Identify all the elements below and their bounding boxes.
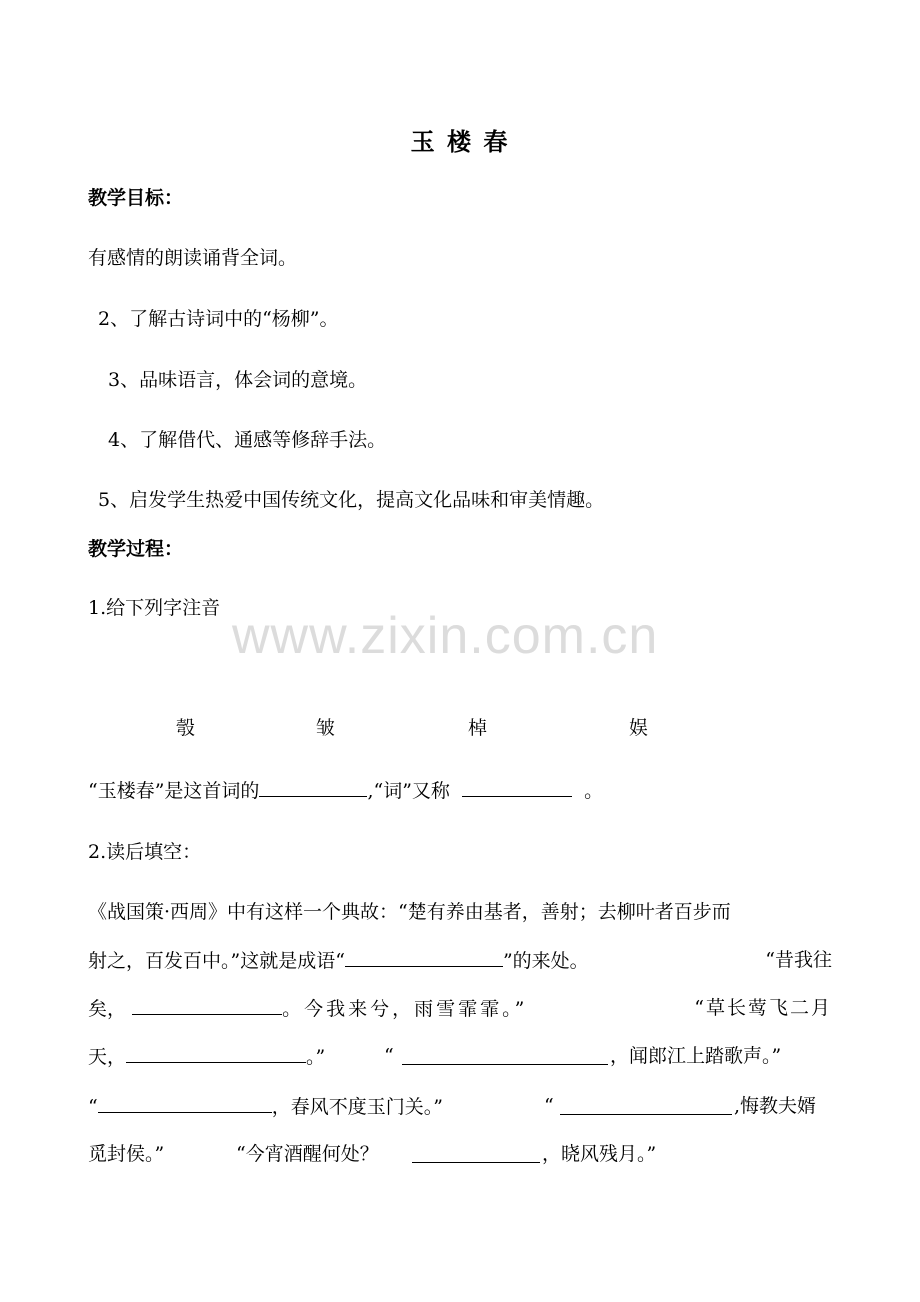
fill-text: 。” (306, 1046, 326, 1068)
fill-text: 觅封侯。” (88, 1143, 165, 1165)
answer-blank[interactable] (412, 1144, 540, 1163)
process-heading: 教学过程： (88, 538, 184, 560)
q2-line-1: 《战国策·西周》中有这样一个典故：“楚有养由基者，善射；去柳叶者百步而 (88, 901, 731, 923)
question-2-label: 2.读后填空： (88, 841, 202, 863)
pinyin-char-2: 皱 (316, 717, 336, 739)
fill-text: ，春风不度玉门关。” (271, 1096, 443, 1118)
fill-text: 矣， (88, 998, 127, 1020)
answer-blank[interactable] (126, 1044, 306, 1063)
fill-text: ，闻郎江上踏歌声。” (610, 1045, 782, 1067)
fill-text: 。 (584, 780, 604, 802)
answer-blank[interactable] (462, 778, 572, 797)
answer-blank[interactable] (98, 1094, 272, 1113)
pinyin-char-4: 娱 (629, 717, 649, 739)
answer-blank[interactable] (402, 1046, 608, 1065)
page-title: 玉 楼 春 (410, 128, 510, 156)
answer-blank[interactable] (560, 1096, 732, 1115)
watermark: www.zixin.com.cn (232, 607, 659, 665)
fill-text: “今宵酒醒何处？ (236, 1143, 379, 1165)
fill-text: “ (384, 1045, 394, 1067)
fill-text: ”的来处。 (502, 950, 589, 972)
objective-item-1: 有感情的朗读诵背全词。 (88, 247, 298, 269)
q2-line-3 (88, 996, 832, 1021)
objective-item-4: 4、了解借代、通感等修辞手法。 (108, 429, 387, 451)
answer-blank[interactable] (132, 996, 282, 1015)
question-1-label: 1.给下列字注音 (88, 597, 221, 619)
fill-text: “昔我往 (765, 949, 832, 971)
fill-text: ,悔教夫婿 (734, 1095, 817, 1117)
objective-item-3: 3、品味语言，体会词的意境。 (108, 369, 368, 391)
question-1-fill (88, 778, 603, 803)
objective-item-2: 2、了解古诗词中的“杨柳”。 (98, 308, 339, 330)
fill-text: ,“词”又称 (367, 780, 450, 802)
q2-line-4 (88, 1044, 832, 1069)
answer-blank[interactable] (259, 778, 367, 797)
fill-text: 。今我来兮，雨雪霏霏。” (282, 998, 528, 1020)
objectives-heading: 教学目标： (88, 187, 184, 209)
fill-text: “草长莺飞二月 (694, 997, 832, 1019)
fill-text: “ (544, 1095, 554, 1117)
objective-item-5: 5、启发学生热爱中国传统文化，提高文化品味和审美情趣。 (98, 489, 605, 511)
fill-text: 天， (88, 1046, 127, 1068)
fill-text: ，晓风残月。” (542, 1143, 657, 1165)
q2-line-5 (88, 1094, 832, 1119)
fill-text: “ (88, 1096, 98, 1118)
pinyin-char-1: 彀 (176, 717, 196, 739)
q2-line-2 (88, 948, 832, 973)
q2-line-6 (88, 1142, 832, 1166)
answer-blank[interactable] (345, 948, 503, 967)
fill-text: “玉楼春”是这首词的 (88, 780, 260, 802)
fill-text: 射之，百发百中。”这就是成语“ (88, 950, 345, 972)
pinyin-char-3: 棹 (468, 717, 488, 739)
